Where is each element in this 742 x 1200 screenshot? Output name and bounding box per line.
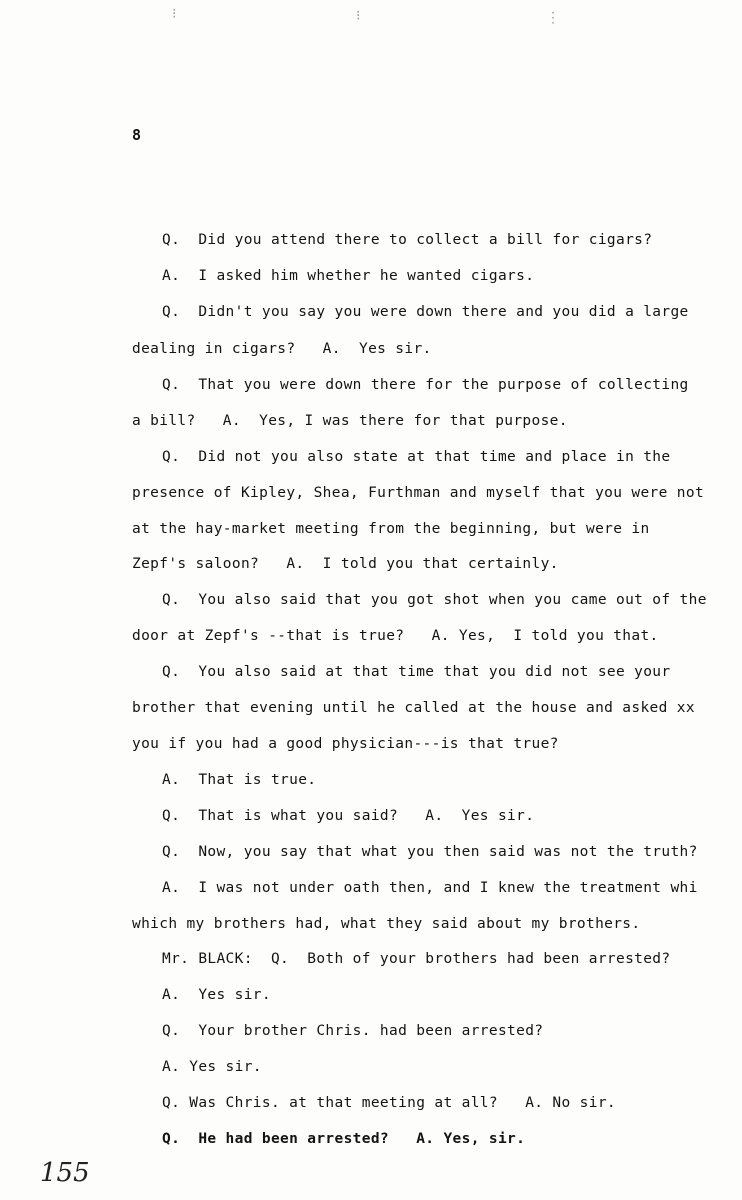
text-line: brother that evening until he called at the house and asked xx bbox=[132, 700, 695, 716]
text-line: Mr. BLACK: Q. Both of your brothers had been arrested? bbox=[162, 951, 671, 967]
text-line: Q. Didn't you say you were down there and you did a large bbox=[162, 304, 689, 320]
text-line: Q. Your brother Chris. had been arrested? bbox=[162, 1023, 544, 1039]
scan-smudge: ⋮ bbox=[546, 10, 560, 26]
text-line: A. That is true. bbox=[162, 772, 317, 788]
text-line: door at Zepf's --that is true? A. Yes, I told you that. bbox=[132, 628, 659, 644]
text-line: Q. Now, you say that what you then said was not the truth? bbox=[162, 844, 698, 860]
text-line: presence of Kipley, Shea, Furthman and myself that you were not bbox=[132, 485, 705, 501]
text-line: at the hay-market meeting from the beginning, but were in bbox=[132, 521, 650, 537]
text-line: dealing in cigars? A. Yes sir. bbox=[132, 341, 432, 357]
text-line: Q. Did not you also state at that time and place in the bbox=[162, 449, 671, 465]
text-line: Q. You also said at that time that you did not see your bbox=[162, 664, 671, 680]
text-line: Q. Did you attend there to collect a bill for cigars? bbox=[162, 232, 653, 248]
text-line: which my brothers had, what they said about my brothers. bbox=[132, 916, 641, 932]
text-line: Q. That is what you said? A. Yes sir. bbox=[162, 808, 535, 824]
text-line: A. Yes sir. bbox=[162, 987, 271, 1003]
text-line: A. Yes sir. bbox=[162, 1059, 262, 1075]
text-line: you if you had a good physician---is that true? bbox=[132, 736, 559, 752]
scan-smudge: ⁝ bbox=[172, 6, 177, 22]
text-line: Q. Was Chris. at that meeting at all? A. No sir. bbox=[162, 1095, 616, 1111]
text-line: A. I asked him whether he wanted cigars. bbox=[162, 268, 535, 284]
text-line: Q. You also said that you got shot when you came out of the bbox=[162, 592, 707, 608]
scan-smudge: ⁝ bbox=[356, 8, 361, 24]
text-line: a bill? A. Yes, I was there for that purpose. bbox=[132, 413, 568, 429]
text-line: A. I was not under oath then, and I knew the treatment whi bbox=[162, 880, 698, 896]
text-line: Q. That you were down there for the purpose of collecting bbox=[162, 377, 689, 393]
page-number: 8 bbox=[132, 126, 142, 144]
text-line: Zepf's saloon? A. I told you that certainly. bbox=[132, 556, 559, 572]
margin-note: 155 bbox=[40, 1158, 90, 1188]
text-line: Q. He had been arrested? A. Yes, sir. bbox=[162, 1131, 526, 1147]
